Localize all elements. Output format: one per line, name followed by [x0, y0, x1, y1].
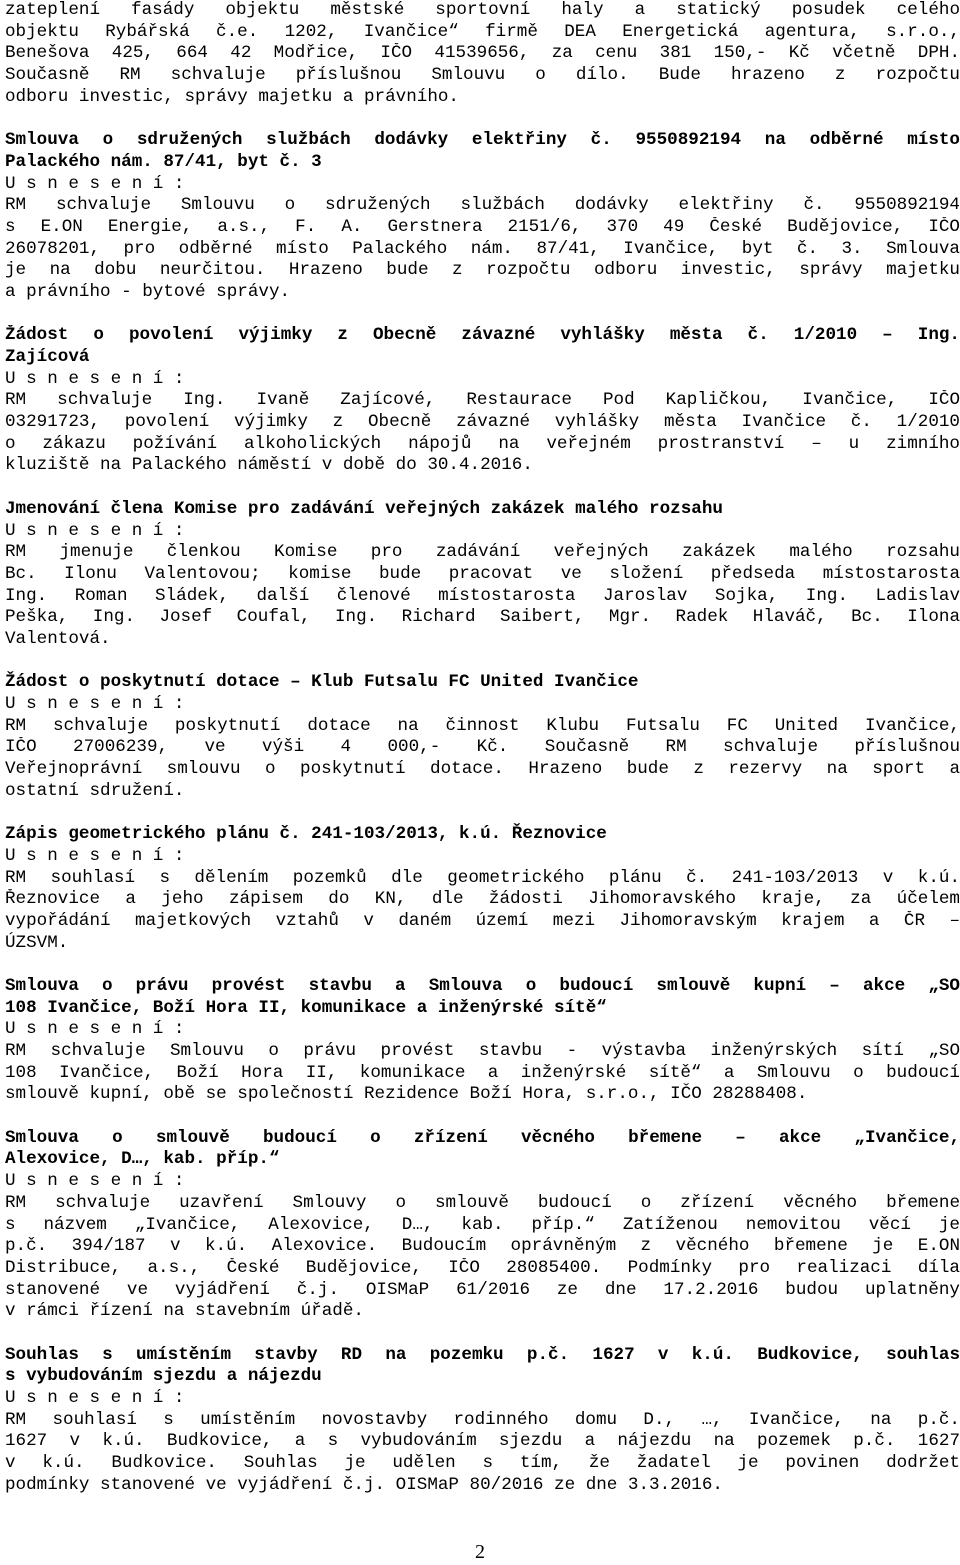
resolution-label: U s n e s e n í : [5, 1171, 185, 1192]
section-house-placement [5, 1345, 960, 1497]
text-line: v k.ú. Budkovice. Souhlas je udělen s tím, že žadatel je povinen dodržet [5, 1453, 960, 1474]
text-line: podmínky stanovené ve vyjádření č.j. OISMaP 80/2016 ze dne 3.3.2016. [5, 1474, 723, 1495]
resolution-label: U s n e s e n í : [5, 368, 185, 389]
text-line: o zákazu požívání alkoholických nápojů na veřejném prostranství – u zimního [5, 433, 960, 454]
section-exemption-request [5, 325, 960, 477]
text-line: ÚZSVM. [5, 932, 69, 953]
resolution-label: U s n e s e n í : [5, 1019, 185, 1040]
text-line: Současně RM schvaluje příslušnou Smlouvu o dílo. Bude hrazeno z rozpočtu [5, 65, 960, 86]
section-heading: Žádost o povolení výjimky z Obecně závazné vyhlášky města č. 1/2010 – Ing. [5, 325, 960, 346]
section-commission-appointment [5, 499, 960, 651]
text-line: RM schvaluje poskytnutí dotace na činnost Klubu Futsalu FC United Ivančice, [5, 715, 960, 736]
section-heading: s vybudováním sjezdu a nájezdu [5, 1366, 322, 1387]
resolution-label: U s n e s e n í : [5, 845, 185, 866]
text-line: smlouvě kupní, obě se společností Rezidence Boží Hora, s.r.o., IČO 28288408. [5, 1084, 808, 1105]
section-heading: 108 Ivančice, Boží Hora II, komunikace a inženýrské sítě“ [5, 997, 607, 1018]
text-line: p.č. 394/187 v k.ú. Alexovice. Budoucím oprávněným z věcného břemene je E.ON [5, 1236, 960, 1257]
section-heading: Smlouva o sdružených službách dodávky elektřiny č. 9550892194 na odběrné místo [5, 130, 960, 151]
resolution-label: U s n e s e n í : [5, 173, 185, 194]
resolution-label: U s n e s e n í : [5, 694, 185, 714]
intro-paragraph [5, 0, 960, 108]
section-easement-contract [5, 1128, 960, 1323]
text-line: 108 Ivančice, Boží Hora II, komunikace a inženýrské sítě“ a Smlouvu o budoucí [5, 1062, 960, 1083]
section-electricity-contract [5, 130, 960, 304]
text-line: objektu Rybářská č.e. 1202, Ivančice“ firmě DEA Energetická agentura, s.r.o., [5, 21, 960, 42]
section-heading: Jmenování člena Komise pro zadávání veřejných zakázek malého rozsahu [5, 498, 723, 519]
text-line: Bc. Ilonu Valentovou; komise bude pracovat ve složení předseda místostarosta [5, 563, 960, 584]
section-heading: Zápis geometrického plánu č. 241-103/2013, k.ú. Řeznovice [5, 824, 607, 845]
text-line: odboru investic, správy majetku a právního. [5, 86, 459, 107]
text-line: vypořádání majetkových vztahů v daném území mezi Jihomoravským krajem a ČR – [5, 910, 960, 931]
section-heading: Smlouva o smlouvě budoucí o zřízení věcného břemene – akce „Ivančice, [5, 1127, 960, 1148]
text-line: Řeznovice a jeho zápisem do KN, dle žádosti Jihomoravského kraje, za účelem [5, 889, 960, 910]
text-line: ostatní sdružení. [5, 780, 185, 801]
text-line: a právního - bytové správy. [5, 281, 291, 302]
text-line: RM jmenuje členkou Komise pro zadávání veřejných zakázek malého rozsahu [5, 542, 960, 563]
page-number: 2 [475, 1541, 485, 1563]
section-heading: Zajícová [5, 347, 90, 367]
text-line: 03291723, povolení výjimky z Obecně závazné vyhlášky města Ivančice č. 1/2010 [5, 412, 960, 433]
resolution-label: U s n e s e n í : [5, 520, 185, 541]
text-line: s E.ON Energie, a.s., F. A. Gerstnera 2151/6, 370 49 České Budějovice, IČO [5, 216, 960, 237]
text-line: IČO 27006239, ve výši 4 000,- Kč. Současně RM schvaluje příslušnou [5, 737, 960, 758]
text-line: RM souhlasí s umístěním novostavby rodinného domu D., …, Ivančice, na p.č. [5, 1409, 960, 1430]
text-line: RM schvaluje uzavření Smlouvy o smlouvě budoucí o zřízení věcného břemene [5, 1192, 960, 1213]
text-line: RM souhlasí s dělením pozemků dle geometrického plánu č. 241-103/2013 v k.ú. [5, 867, 960, 888]
section-heading: Souhlas s umístěním stavby RD na pozemku p.č. 1627 v k.ú. Budkovice, souhlas [5, 1344, 960, 1365]
text-line: 1627 v k.ú. Budkovice, a s vybudováním sjezdu a nájezdu na pozemek p.č. 1627 [5, 1431, 960, 1452]
section-construction-right [5, 976, 960, 1106]
text-line: RM schvaluje Smlouvu o právu provést stavbu - výstavba inženýrských sítí „SO [5, 1041, 960, 1061]
text-line: Benešova 425, 664 42 Modřice, IČO 41539656, za cenu 381 150,- Kč včetně DPH. [5, 43, 960, 64]
text-line: RM schvaluje Ing. Ivaně Zajícové, Restaurace Pod Kapličkou, Ivančice, IČO [5, 390, 960, 411]
document-page [5, 0, 960, 1496]
text-line: Peška, Ing. Josef Coufal, Ing. Richard Saibert, Mgr. Radek Hlaváč, Bc. Ilona [5, 607, 960, 628]
text-line: zateplení fasády objektu městské sportovní haly a statický posudek celého [5, 0, 960, 20]
text-line: stanovené ve vyjádření č.j. OISMaP 61/2016 ze dne 17.2.2016 budou uplatněny [5, 1279, 960, 1300]
section-geometric-plan [5, 824, 960, 954]
text-line: Ing. Roman Sládek, další členové místostarosta Jaroslav Sojka, Ing. Ladislav [5, 585, 960, 606]
text-line: Veřejnoprávní smlouvu o poskytnutí dotace. Hrazeno bude z rezervy na sport a [5, 759, 960, 780]
text-line: Distribuce, a.s., České Budějovice, IČO 28085400. Podmínky pro realizaci díla [5, 1257, 960, 1278]
text-line: je na dobu neurčitou. Hrazeno bude z rozpočtu odboru investic, správy majetku [5, 260, 960, 281]
text-line: 26078201, pro odběrné místo Palackého nám. 87/41, Ivančice, byt č. 3. Smlouva [5, 238, 960, 259]
section-heading: Alexovice, D…, kab. příp.“ [5, 1149, 280, 1170]
section-heading: Smlouva o právu provést stavbu a Smlouva o budoucí smlouvě kupní – akce „SO [5, 975, 960, 996]
text-line: kluziště na Palackého náměstí v době do 30.4.2016. [5, 455, 533, 476]
section-heading: Žádost o poskytnutí dotace – Klub Futsalu FC United Ivančice [5, 672, 639, 693]
text-line: Valentová. [5, 628, 111, 649]
text-line: s názvem „Ivančice, Alexovice, D…, kab. příp.“ Zatíženou nemovitou věcí je [5, 1214, 960, 1235]
section-subsidy-request [5, 672, 960, 802]
resolution-label: U s n e s e n í : [5, 1388, 185, 1408]
section-heading: Palackého nám. 87/41, byt č. 3 [5, 151, 322, 172]
text-line: RM schvaluje Smlouvu o sdružených službách dodávky elektřiny č. 9550892194 [5, 195, 960, 216]
text-line: v rámci řízení na stavebním úřadě. [5, 1301, 364, 1322]
